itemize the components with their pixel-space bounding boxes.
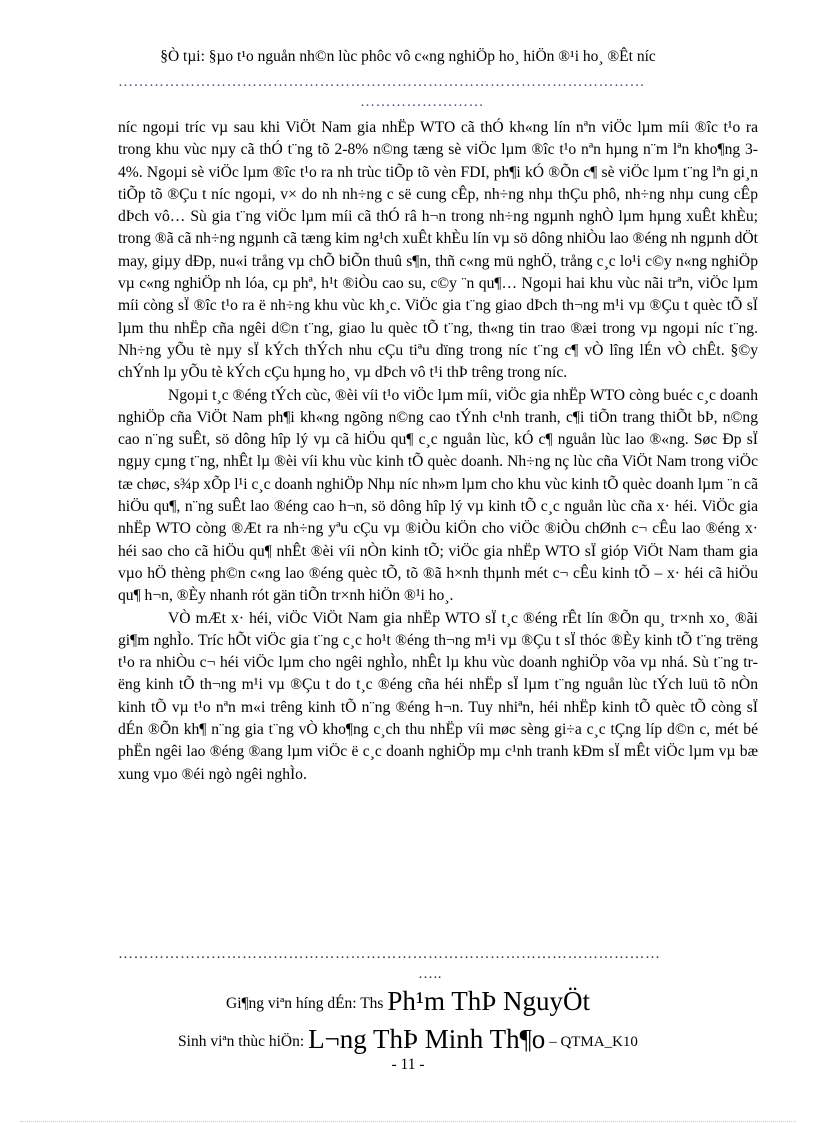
page-number: - 11 - [391,1056,425,1073]
footer-dotted-rule: …………………………………………………………………………………………… [118,946,661,962]
paragraph-2: Ngoµi t¸c ®éng tÝch cùc, ®èi víi t¹o viÖc lµm míi, viÖc gia nhËp WTO còng buéc c¸c doanh nghiÖp cña ViÖt Nam ph¶i kh«ng ngõng n©ng cao tÝnh c¹nh tranh, c¶i tiÕn trang thiÕt bÞ, n©ng cao n¨ng suÊt, sö dông hîp lý vµ cã hiÖu qu¶ c¸c nguån lùc, kÓ c¶ nguån lùc lao ®«ng. Søc Ðp sÏ ngµy cµng t¨ng, nhÊt lµ ®èi víi khu vùc kinh tÕ quèc doanh. Nh÷ng nç lùc cña ViÖt Nam trong viÖc tæ chøc, s¾p xÕp l¹i c¸c doanh nghiÖp Nhµ níc nh»m lµm cho khu vùc kinh tÕ quèc doanh lµm ¨n cã hiÖu qu¶, n¨ng suÊt lao ®éng cao h¬n, sö dông hîp lý vµ kinh tÕ c¸c nguån lùc cña x· héi. ViÖc gia nhËp WTO còng ®Æt ra nh÷ng yªu cÇu vµ ®iÒu kiÖn cho viÖc ®iÒu chØnh c¬ cÊu lao ®éng x· héi sao cho cã hiÖu qu¶ nhÊt ®èi víi nÒn kinh tÕ; viÖc gia nhËp WTO sÏ gióp ViÖt Nam tham gia vµo hÖ thèng ph©n c«ng lao ®éng quèc tÕ, tõ ®ã h×nh thµnh mét c¬ cÊu kinh tÕ – x· héi cã hiÖu qu¶ h¬n, ®Èy nhanh rót gän tiÕn tr×nh hiÖn ®¹i ho¸. [118,386,758,605]
advisor-label: Gi¶ng viªn híng dÉn: Ths [226,995,384,1012]
header-dotted-rule-continuation: …………………… [360,94,484,110]
footer-dotted-rule-continuation: ….. [418,966,442,982]
page-bottom-border [20,1121,796,1122]
student-line [0,1024,816,1055]
document-body [118,117,758,786]
header-dotted-rule: ………………………………………………………………………………………… [118,74,645,90]
document-header-title: §Ò tµi: §µo t¹o nguån nh©n lùc phôc vô c«ng nghiÖp ho¸ hiÖn ®¹i ho¸ ®Êt níc [160,48,656,65]
paragraph-1: níc ngoµi tríc vµ sau khi ViÖt Nam gia nhËp WTO cã thÓ kh«ng lín nªn viÖc lµm míi ®îc t¹o ra trong khu vùc nµy cã thÓ t¨ng tõ 2-8% n©ng tæng sè viÖc lµm ®îc t¹o nªn hµng n¨m lªn kho¶ng 3-4%. Ngoµi sè viÖc lµm ®îc t¹o ra nh trùc tiÕp tõ vèn FDI, ph¶i kÓ ®Õn c¶ sè viÖc lµm t¨ng lªn gi¸n tiÕp tõ ®Çu t níc ngoµi, v× do nh nh÷ng c së cung cÊp, nh÷ng nhµ thÇu phô, nh÷ng nhµ cung cÊp dÞch vô… Sù gia t¨ng viÖc lµm míi cã thÓ râ h¬n trong nh÷ng ngµnh nghÒ lµm hµng xuÊt khÈu; trong ®ã cã nh÷ng ngµnh cã tæng kim ng¹ch xuÊt khÈu lín vµ sö dông nhiÒu lao ®éng nh ngµnh dÖt may, giµy dÐp, nu«i trång vµ chÕ biÕn thuû s¶n, thñ c«ng mü nghÖ, trång c¸c lo¹i c©y n«ng nghiÖp vµ c«ng nghiÖp nh lóa, cµ phª, h¹t ®iÒu cao su, c©y ¨n qu¶… Ngoµi hai khu vùc nãi trªn, viÖc lµm míi còng sÏ ®îc t¹o ra ë nh÷ng khu vùc kh¸c. ViÖc gia t¨ng giao dÞch th¬ng m¹i vµ ®Çu t quèc tÕ sÏ lµm thu nhËp cña ngêi d©n t¨ng, giao lu quèc tÕ t¨ng, th«ng tin trao ®æi trong vµ ngoµi níc t¨ng. Nh÷ng yÕu tè nµy sÏ kÝch thÝch nhu cÇu tiªu dïng trong níc t¨ng c¶ vÒ lîng lÉn vÒ chÊt. §©y chÝnh lµ yÕu tè kÝch cÇu hµng ho¸ vµ dÞch vô t¹i thÞ trêng trong níc. [118,119,758,382]
paragraph-3: VÒ mÆt x· héi, viÖc ViÖt Nam gia nhËp WTO sÏ t¸c ®éng rÊt lín ®Õn qu¸ tr×nh xo¸ ®ãi gi¶m nghÌo. Tríc hÕt viÖc gia t¨ng c¸c ho¹t ®éng th¬ng m¹i vµ ®Çu t sÏ thóc ®Èy kinh tÕ t¨ng trëng t¹o ra nhiÒu c¬ héi viÖc lµm cho ngêi nghÌo, nhÊt lµ khu vùc doanh nghiÖp võa vµ nhá. Sù t¨ng trëng kinh tÕ th¬ng m¹i vµ ®Çu t do t¸c ®éng cña héi nhËp sÏ lµm t¨ng nguån lùc tÝch luü tõ nÒn kinh tÕ vµ t¹o nªn m«i trêng kinh tÕ n¨ng ®éng h¬n. Tuy nhiªn, héi nhËp kinh tÕ quèc tÕ còng sÏ dÉn ®Õn kh¶ n¨ng gia t¨ng vÒ kho¶ng c¸ch thu nhËp víi møc sèng gi÷a c¸c tÇng líp d©n c, mét bé phËn ngêi lao ®éng ®ang lµm viÖc ë c¸c doanh nghiÖp mµ c¹nh tranh kÐm sÏ mÊt viÖc lµm vµ bæ xung vµo ®éi ngò ngêi nghÌo. [118,609,758,783]
student-name: L¬ng ThÞ Minh Th¶o [308,1024,546,1054]
student-class: – QTMA_K10 [549,1034,638,1050]
advisor-name: Ph¹m ThÞ NguyÖt [387,986,590,1016]
student-label: Sinh viªn thùc hiÖn: [178,1033,305,1050]
advisor-line [0,986,816,1017]
